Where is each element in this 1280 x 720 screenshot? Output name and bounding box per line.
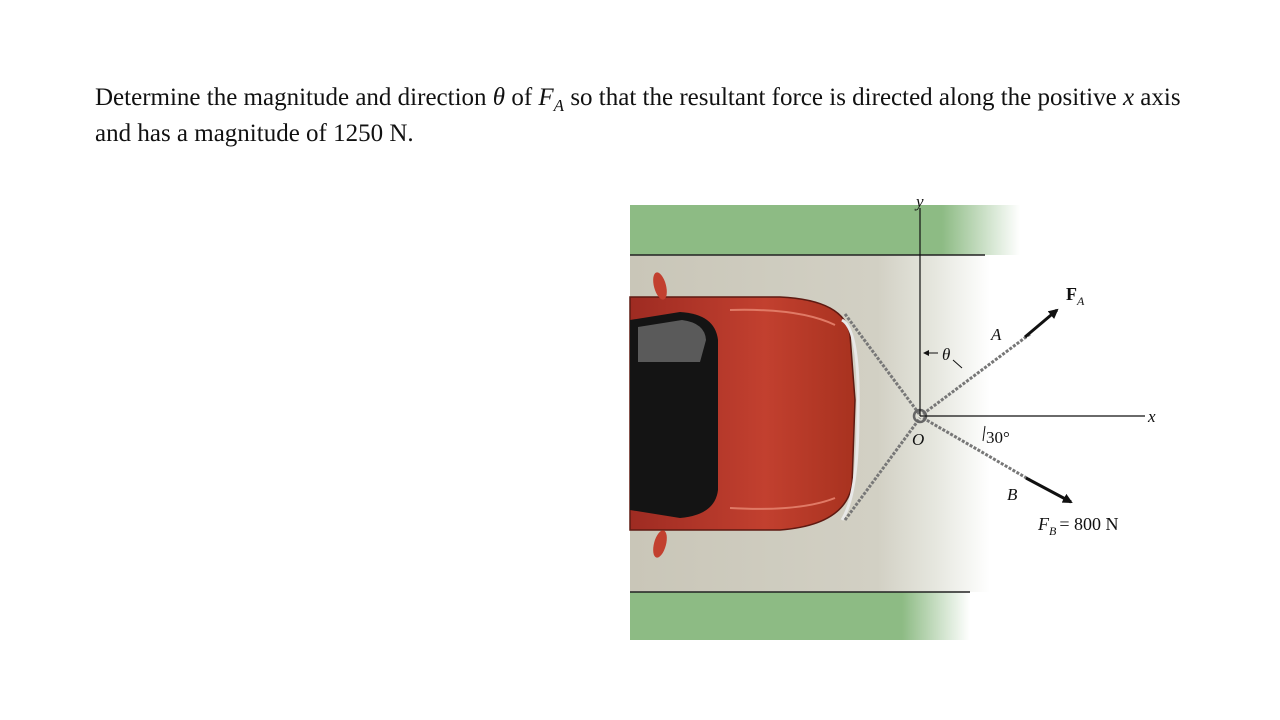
car-tow-figure	[620, 190, 1180, 660]
problem-text-4: axis and has a magnitude of 1250 N.	[95, 84, 1181, 147]
problem-text-1: Determine the magnitude and direction	[95, 84, 487, 111]
force-b-label: $F_B = 800$ N	[1038, 514, 1119, 538]
grass-bottom	[630, 592, 970, 640]
force-a-label: $F_A$	[1066, 284, 1085, 308]
point-b-label: B	[1007, 485, 1018, 504]
force-a-symbol: $F_A$	[538, 84, 565, 115]
figure-svg	[620, 190, 1180, 660]
theta-label: θ	[942, 345, 951, 364]
problem-text-3: so that the resultant force is directed along the positive	[570, 84, 1117, 111]
x-axis-symbol: x	[1122, 84, 1135, 111]
theta-symbol: θ	[492, 84, 506, 111]
problem-statement	[95, 80, 1215, 152]
y-axis-label: y	[916, 192, 924, 211]
x-axis-label: x	[1148, 407, 1156, 426]
problem-text-2: of	[511, 84, 533, 111]
car	[630, 271, 858, 559]
grass-top	[630, 205, 1020, 255]
origin-label: O	[912, 430, 925, 449]
point-a-label: A	[991, 325, 1002, 344]
angle-30-label: 30°	[986, 428, 1010, 447]
